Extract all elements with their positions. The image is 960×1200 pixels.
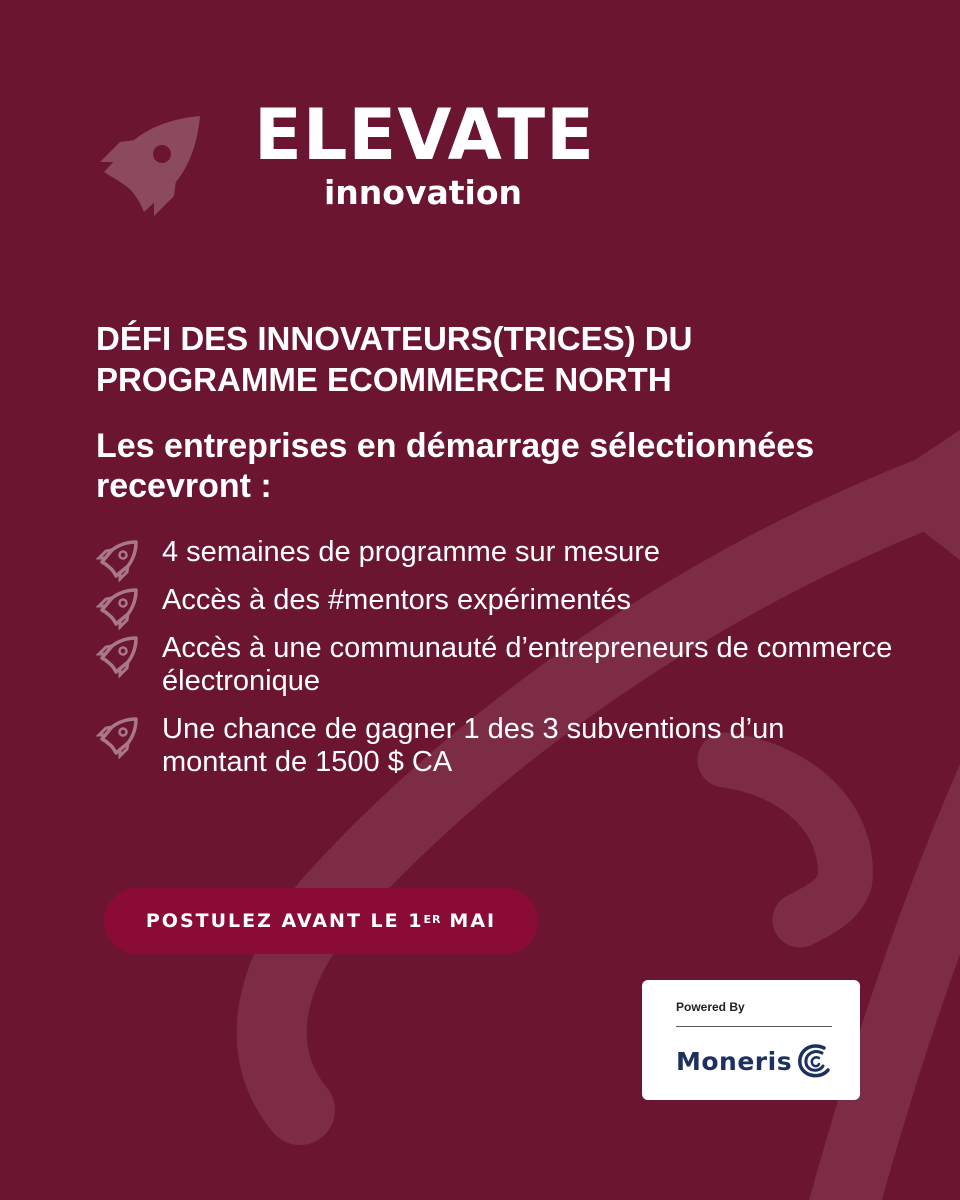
page-title: DÉFI DES INNOVATEURS(TRICES) DU PROGRAMME ECOMMERCE NORTH xyxy=(96,320,693,398)
powered-by-label: Powered By xyxy=(676,1000,745,1014)
elevate-innovation-logo xyxy=(96,94,595,236)
benefit-text: 4 semaines de programme sur mesure xyxy=(162,536,661,568)
benefits-list xyxy=(96,536,896,794)
rocket-icon xyxy=(96,538,140,582)
apply-button-month: MAI xyxy=(449,910,497,932)
apply-button[interactable] xyxy=(104,888,538,954)
benefit-text: Accès à des #mentors expérimentés xyxy=(162,584,632,616)
rocket-icon xyxy=(96,634,140,678)
logo-wordmark: ELEVATE xyxy=(254,94,595,176)
subheadline: Les entreprises en démarrage sélectionnées recevront : xyxy=(96,427,815,505)
sponsor-name: Moneris xyxy=(676,1046,793,1076)
logo-tagline: innovation xyxy=(324,173,522,212)
apply-button-superscript: ER xyxy=(423,912,442,926)
rocket-icon xyxy=(96,715,140,759)
moneris-logo xyxy=(676,1038,836,1084)
list-item xyxy=(96,536,896,569)
list-item xyxy=(96,713,896,779)
benefit-text: Accès à une communauté d’entrepreneurs de commerce électronique xyxy=(162,632,893,697)
sponsor-card xyxy=(642,980,860,1100)
apply-button-label: POSTULEZ AVANT LE 1 xyxy=(145,910,424,932)
list-item xyxy=(96,632,896,698)
rocket-icon xyxy=(96,586,140,630)
rocket-icon xyxy=(96,110,206,220)
benefit-text: Une chance de gagner 1 des 3 subventions d’un montant de 1500 $ CA xyxy=(162,713,785,778)
list-item xyxy=(96,584,896,617)
divider xyxy=(676,1026,832,1027)
swirl-icon xyxy=(794,1040,836,1082)
